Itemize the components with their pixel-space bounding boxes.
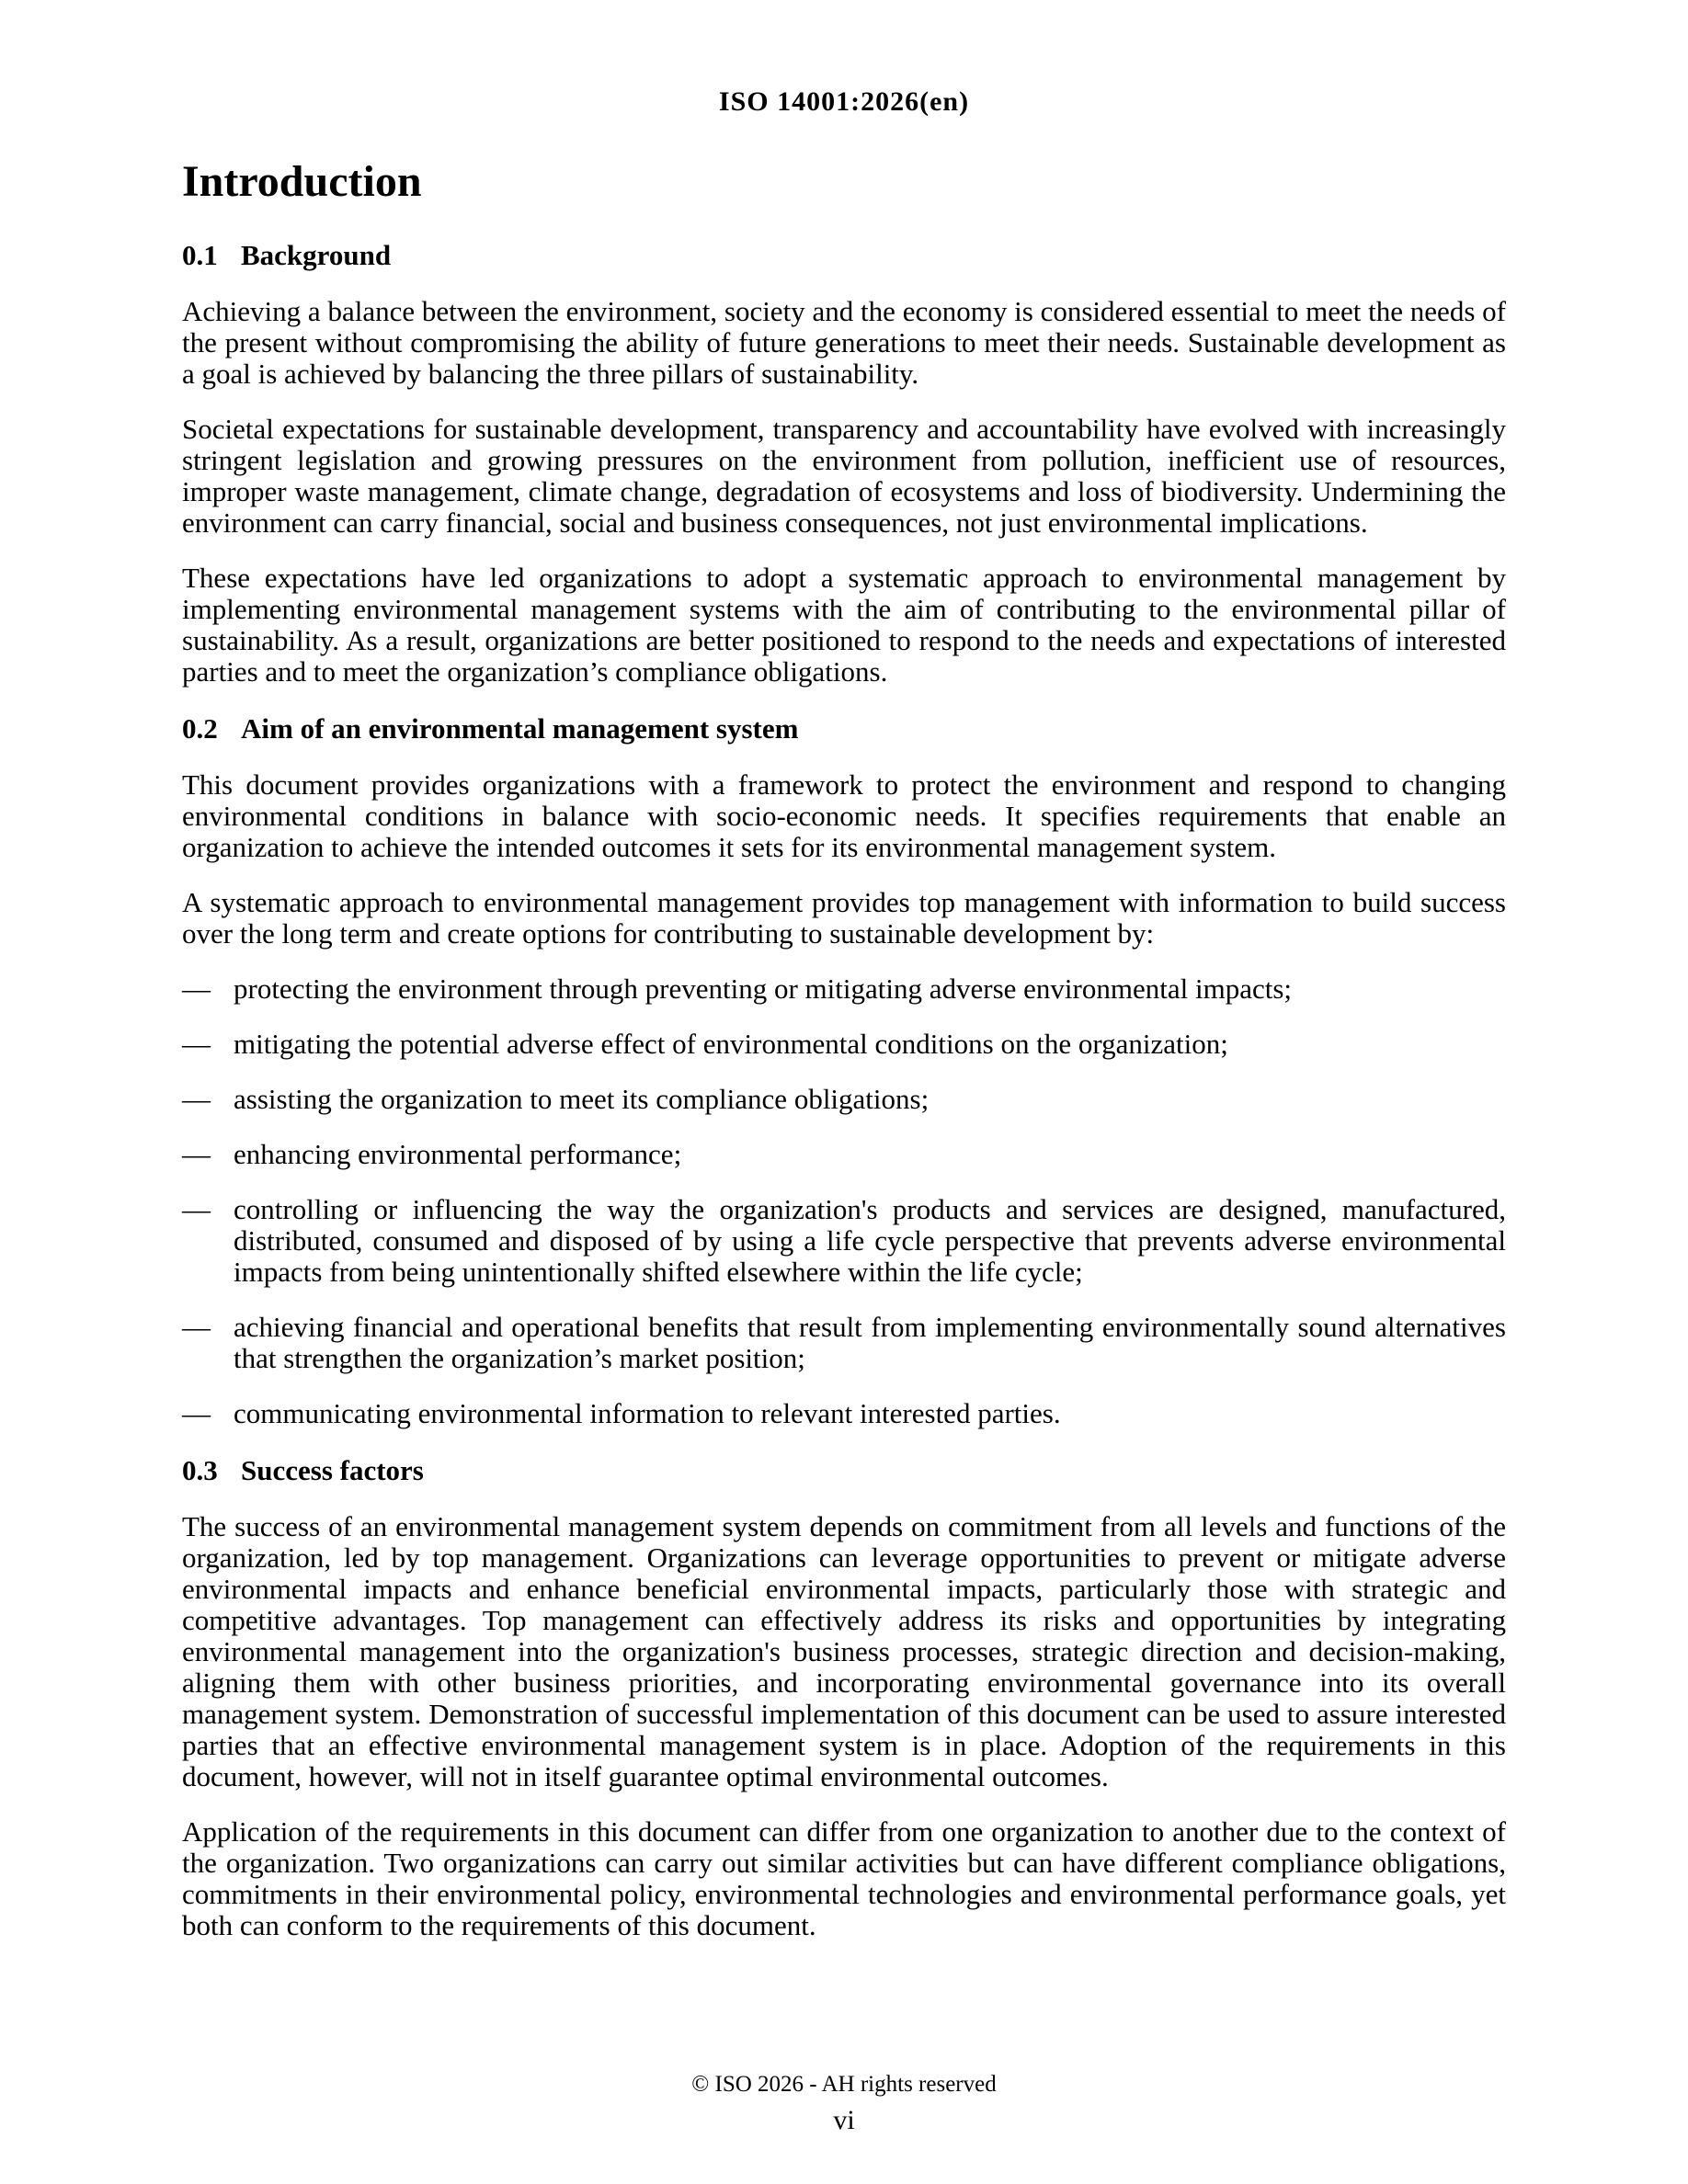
- benefits-list: [182, 973, 1506, 1429]
- paragraph: Application of the requirements in this document can differ from one organization to another due to the context of the organization. Two organizations can carry out similar activities but can have different compliance obligations, commitments in their environmental policy, environmental technologies and environmental performance goals, yet both can conform to the requirements of this document.: [182, 1815, 1506, 1942]
- list-dash: —: [182, 973, 211, 1006]
- section-title: Background: [241, 238, 392, 271]
- list-item: [182, 973, 1506, 1005]
- section-heading: [182, 238, 1506, 272]
- paragraph: A systematic approach to environmental management provides top management with information to build success over the long term and create options for contributing to sustainable development by:: [182, 886, 1506, 950]
- section-aim: [182, 711, 1506, 1429]
- paragraph: Achieving a balance between the environment, society and the economy is considered essential to meet the needs of the present without compromising the ability of future generations to meet their needs. Sustainable development as a goal is achieved by balancing the three pillars of sustainability.: [182, 294, 1506, 390]
- list-item-text: enhancing environmental performance;: [234, 1138, 682, 1171]
- copyright-notice: © ISO 2026 - AH rights reserved: [691, 2072, 997, 2097]
- list-item: [182, 1139, 1506, 1170]
- section-number: 0.3: [182, 1454, 218, 1487]
- list-dash: —: [182, 1311, 211, 1344]
- section-background: [182, 238, 1506, 688]
- list-item-text: protecting the environment through preventing or mitigating adverse environmental impacts;: [234, 973, 1292, 1006]
- section-success-factors: [182, 1453, 1506, 1941]
- document-body: [182, 158, 1506, 1965]
- paragraph: These expectations have led organizations to adopt a systematic approach to environmental management by implementing environmental management systems with the aim of contributing to the environmental pillar of sustainability. As a result, organizations are better positioned to respond to the needs and expectations of interested parties and to meet the organization’s compliance obligations.: [182, 561, 1506, 688]
- page-number: vi: [833, 2105, 855, 2135]
- list-dash: —: [182, 1397, 211, 1430]
- list-dash: —: [182, 1083, 211, 1116]
- list-item-text: mitigating the potential adverse effect of environmental conditions on the organization;: [234, 1028, 1228, 1061]
- page-title: Introduction: [182, 157, 422, 206]
- list-dash: —: [182, 1138, 211, 1171]
- list-item: [182, 1194, 1506, 1288]
- list-item-text: communicating environmental information to relevant interested parties.: [234, 1397, 1061, 1430]
- list-item: [182, 1084, 1506, 1115]
- list-item: [182, 1029, 1506, 1060]
- section-heading: [182, 1453, 1506, 1487]
- section-heading: [182, 711, 1506, 745]
- list-item-text: achieving financial and operational benefits that result from implementing environmentally sound alternatives that strengthen the organization’s market position;: [234, 1311, 1506, 1375]
- document-header: ISO 14001:2026(en): [718, 86, 970, 117]
- paragraph: The success of an environmental management system depends on commitment from all levels and functions of the organization, led by top management. Organizations can leverage opportunities to prevent or mitigate adverse environmental impacts and enhance beneficial environmental impacts, particularly those with strategic and competitive advantages. Top management can effectively address its risks and opportunities by integrating environmental management into the organization's business processes, strategic direction and decision-making, aligning them with other business priorities, and incorporating environmental governance into its overall management system. Demonstration of successful implementation of this document can be used to assure interested parties that an effective environmental management system is in place. Adoption of the requirements in this document, however, will not in itself guarantee optimal environmental outcomes.: [182, 1510, 1506, 1793]
- list-dash: —: [182, 1193, 211, 1226]
- paragraph: This document provides organizations with a framework to protect the environment and respond to changing environmental conditions in balance with socio-economic needs. It specifies requirements that enable an organization to achieve the intended outcomes it sets for its environmental management system.: [182, 768, 1506, 864]
- section-number: 0.2: [182, 711, 218, 745]
- list-item: [182, 1398, 1506, 1429]
- list-item-text: controlling or influencing the way the organization's products and services are designed, manufactured, distributed, consumed and disposed of by using a life cycle perspective that prevents adverse environmental impacts from being unintentionally shifted elsewhere within the life cycle;: [234, 1193, 1506, 1289]
- list-item: [182, 1312, 1506, 1374]
- list-dash: —: [182, 1028, 211, 1061]
- section-title: Aim of an environmental management system: [241, 711, 799, 745]
- paragraph: Societal expectations for sustainable development, transparency and accountability have evolved with increasingly stringent legislation and growing pressures on the environment from pollution, inefficient use of resources, improper waste management, climate change, degradation of ecosystems and loss of biodiversity. Undermining the environment can carry financial, social and business consequences, not just environmental implications.: [182, 412, 1506, 539]
- section-title: Success factors: [241, 1454, 424, 1487]
- list-item-text: assisting the organization to meet its compliance obligations;: [234, 1083, 930, 1116]
- section-number: 0.1: [182, 238, 218, 271]
